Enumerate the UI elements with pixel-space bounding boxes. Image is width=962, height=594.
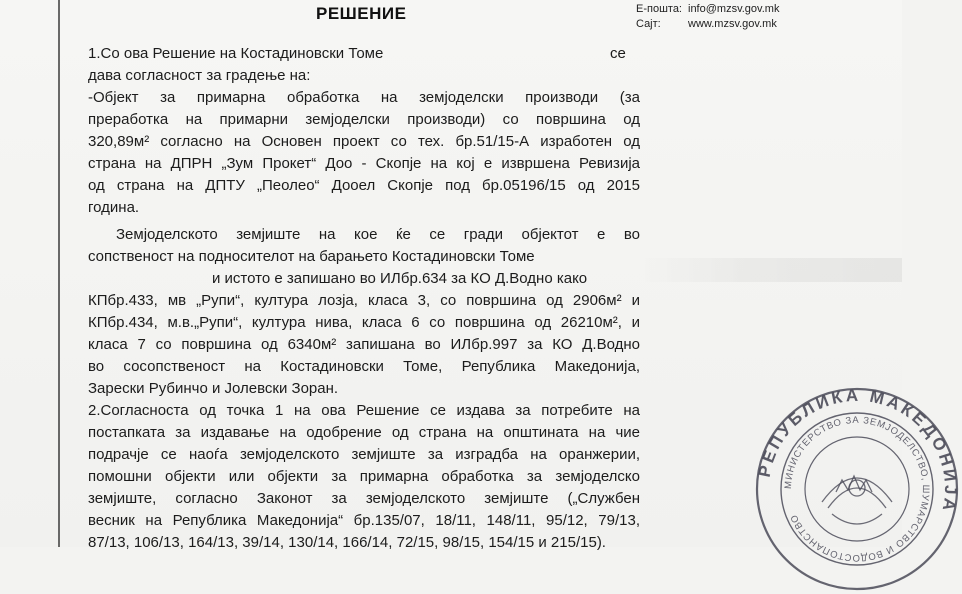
official-stamp: [752, 384, 962, 594]
text-line: година.: [88, 199, 140, 216]
website-label: Сајт:: [636, 18, 661, 30]
text-line: 2.Согласноста од точка 1 на ова Решение се издава за потребите на: [88, 402, 640, 419]
email-row: [636, 2, 779, 17]
text-line: сопственост на подносителот на барањето Костадиновски Томе: [88, 248, 535, 265]
text-line: КПбр.434, м.в.„Рупи“, култура нива, класа 6 со површина од 26210м², и: [88, 314, 640, 331]
document-title: РЕШЕНИЕ: [316, 4, 407, 23]
text-line: дава согласност за градење на:: [88, 67, 311, 84]
text-line: 87/13, 106/13, 164/13, 39/14, 130/14, 166/14, 72/15, 98/15, 154/15 и 215/15).: [88, 534, 606, 551]
text-line: од страна на ДПТУ „Пеолео“ Дооел Скопје под бр.05196/15 од 2015: [88, 177, 640, 194]
website-row: [636, 17, 779, 32]
scan-artifact: [640, 258, 902, 282]
contact-block: [636, 2, 779, 32]
text-line: КПбр.433, мв „Рупи“, култура лозја, класа 3, со површина од 2906м² и: [88, 292, 640, 309]
text-line: 1.Со ова Решение на Костадиновски Томе: [88, 45, 384, 62]
text-line: во сосопственост на Костадиновски Томе, Република Македонија,: [88, 358, 640, 375]
text-line: земјиште, согласно Законот за земјоделското земјиште („Службен: [88, 490, 640, 507]
text-line: класа 7 со површина од 6340м² запишана во ИЛбр.997 за КО Д.Водно: [88, 336, 640, 353]
website-value: www.mzsv.gov.mk: [688, 18, 777, 30]
text-line: Зарески Рубинчо и Јолевски Зоран.: [88, 380, 339, 397]
left-margin-line: [58, 0, 60, 547]
text-line: и истото е запишано во ИЛбр.634 за КО Д.Водно како: [212, 270, 588, 287]
email-value: info@mzsv.gov.mk: [688, 3, 780, 15]
text-line: подрачје се наоѓа земјоделското земјиште за изградба на оранжерии,: [88, 446, 640, 463]
stamp-outer-textpath: РЕПУБЛИКА МАКЕДОНИЈА: [754, 385, 961, 516]
text-line: весник на Република Македонија“ бр.135/07, 18/11, 148/11, 95/12, 79/13,: [88, 512, 640, 529]
email-label: Е-пошта:: [636, 3, 682, 15]
text-line: преработка на примарни земјоделски производи) со површина од: [88, 111, 640, 128]
text-line: помошни објекти или објекти за примарна обработка за земјоделско: [88, 468, 640, 485]
line-end-fragment: се: [610, 45, 626, 62]
text-line: страна на ДПРН „Зум Прокет“ Доо - Скопје на кој е извршена Ревизија: [88, 155, 640, 172]
stamp-inner-textpath: МИНИСТЕРСТВО ЗА ЗЕМЈОДЕЛСТВО, ШУМАРСТВО И ВОДОСТОПАНСТВО: [782, 414, 932, 564]
text-line: -Објект за примарна обработка на земјоделски производи (за: [88, 89, 640, 106]
text-line: постапката за издавање на одобрение од страна на општината на чие: [88, 424, 640, 441]
coat-of-arms-icon: [822, 476, 892, 524]
text-line: Земјоделското земјиште на кое ќе се гради објектот е во: [116, 226, 640, 243]
text-line: 320,89м² согласно на Основен проект со тех. бр.51/15-А изработен од: [88, 133, 640, 150]
